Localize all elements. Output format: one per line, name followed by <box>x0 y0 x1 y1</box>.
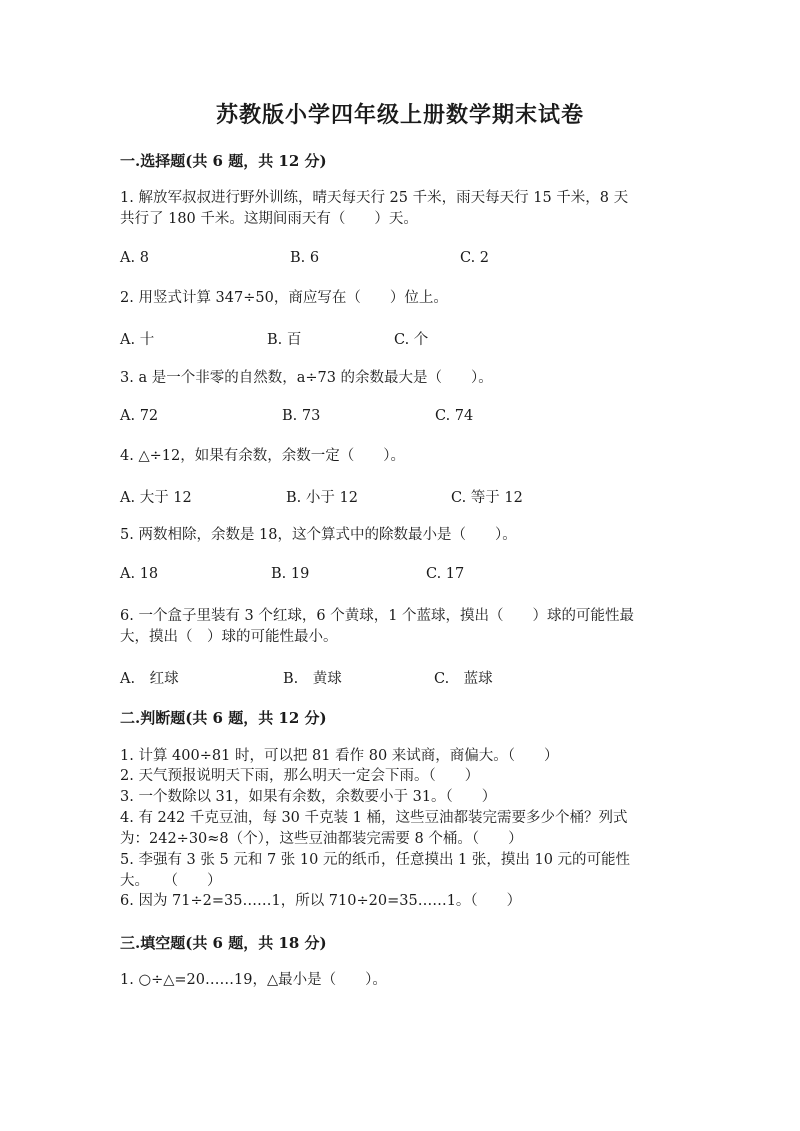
question-line: 4. 有 242 千克豆油，每 30 千克装 1 桶，这些豆油都装完需要多少个桶？列式 <box>120 810 628 826</box>
option-a: A. 十 <box>120 332 155 348</box>
question-line: 5. 李强有 3 张 5 元和 7 张 10 元的纸币，任意摸出 1 张，摸出 10 元的可能性 <box>120 852 631 868</box>
options-row <box>120 328 720 348</box>
section-heading-choice: 一.选择题(共 6 题，共 12 分) <box>120 152 327 170</box>
option-b: B. 6 <box>290 250 320 266</box>
question-line: 2. 用竖式计算 347÷50，商应写在（ ）位上。 <box>120 290 448 306</box>
option-b: B. 黄球 <box>283 671 342 687</box>
question-line: 3. a 是一个非零的自然数，a÷73 的余数最大是（ ）。 <box>120 370 493 386</box>
page-title: 苏教版小学四年级上册数学期末试卷 <box>215 102 584 128</box>
question-line: 共行了 180 千米。这期间雨天有（ ）天。 <box>120 211 418 227</box>
option-a: A. 红球 <box>120 671 179 687</box>
options-row <box>120 408 720 428</box>
section-heading-judgement: 二.判断题(共 6 题，共 12 分) <box>120 709 327 727</box>
option-b: B. 百 <box>267 332 302 348</box>
section-heading-fill-blank: 三.填空题(共 6 题，共 18 分) <box>120 934 327 952</box>
question-line: 6. 因为 71÷2=35……1，所以 710÷20=35……1。（ ） <box>120 893 522 909</box>
question-line: 大，摸出（ ）球的可能性最小。 <box>120 629 338 645</box>
option-a: A. 18 <box>120 566 159 582</box>
option-c: C. 74 <box>435 408 474 424</box>
question-line: 为：242÷30≈8（个），这些豆油都装完需要 8 个桶。（ ） <box>120 831 523 847</box>
option-a: A. 大于 12 <box>120 490 192 506</box>
option-c: C. 2 <box>460 250 490 266</box>
option-b: B. 小于 12 <box>286 490 358 506</box>
options-row <box>120 486 720 506</box>
question-line: 1. 解放军叔叔进行野外训练，晴天每天行 25 千米，雨天每天行 15 千米，8 天 <box>120 190 629 206</box>
option-a: A. 72 <box>120 408 159 424</box>
question-line: 1. 计算 400÷81 时，可以把 81 看作 80 来试商，商偏大。（ ） <box>120 748 559 764</box>
option-b: B. 19 <box>271 566 310 582</box>
question-line: 1. ○÷△=20……19，△最小是（ ）。 <box>120 972 387 988</box>
question-line: 6. 一个盒子里装有 3 个红球，6 个黄球，1 个蓝球，摸出（ ）球的可能性最 <box>120 608 635 624</box>
options-row <box>120 566 720 586</box>
option-c: C. 个 <box>394 332 429 348</box>
option-c: C. 等于 12 <box>451 490 523 506</box>
option-c: C. 17 <box>426 566 465 582</box>
question-line: 大。 （ ） <box>120 873 222 889</box>
option-b: B. 73 <box>282 408 321 424</box>
question-line: 5. 两数相除，余数是 18，这个算式中的除数最小是（ ）。 <box>120 527 517 543</box>
options-row <box>120 250 720 270</box>
option-c: C. 蓝球 <box>434 671 493 687</box>
question-line: 2. 天气预报说明天下雨，那么明天一定会下雨。（ ） <box>120 768 480 784</box>
question-line: 4. △÷12，如果有余数，余数一定（ ）。 <box>120 448 405 464</box>
options-row <box>120 667 720 687</box>
option-a: A. 8 <box>120 250 149 266</box>
question-line: 3. 一个数除以 31，如果有余数，余数要小于 31。（ ） <box>120 789 497 805</box>
